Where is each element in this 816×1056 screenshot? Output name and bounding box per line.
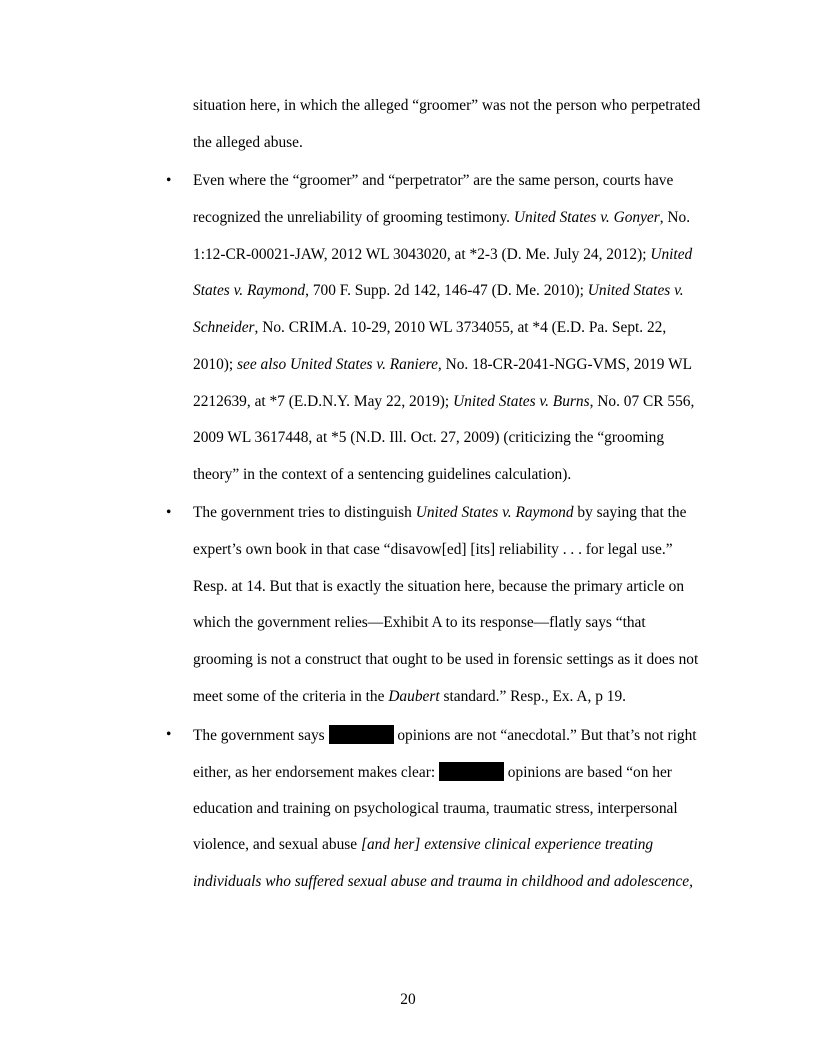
bullet-line bbox=[193, 318, 666, 338]
bullet-line bbox=[193, 725, 697, 746]
text-span: opinions are based “on her bbox=[503, 764, 672, 781]
text-span: which the government relies—Exhibit A to its response—flatly says “that bbox=[193, 614, 646, 631]
bullet-line bbox=[193, 245, 692, 265]
bullet-line bbox=[193, 799, 678, 819]
bullet-point: • bbox=[166, 726, 172, 743]
case-citation: United States v. bbox=[587, 282, 684, 299]
page-number: 20 bbox=[400, 991, 416, 1008]
case-citation: Schneider bbox=[193, 319, 255, 336]
text-span: Resp. at 14. But that is exactly the situation here, because the primary article on bbox=[193, 578, 685, 595]
text-span: situation here, in which the alleged “groomer” was not the person who perpetrated bbox=[193, 97, 701, 114]
bullet-point: • bbox=[166, 504, 172, 521]
text-span: opinions are not “anecdotal.” But that’s not right bbox=[393, 727, 697, 744]
text-span: standard.” Resp., Ex. A, p 19. bbox=[439, 688, 626, 705]
case-citation: United States v. Raymond bbox=[415, 504, 574, 521]
bullet-line bbox=[193, 540, 673, 560]
text-span: either, as her endorsement makes clear: bbox=[193, 764, 439, 781]
bullet-line bbox=[193, 835, 653, 855]
bullet-line bbox=[193, 762, 672, 783]
redaction-block bbox=[439, 762, 504, 781]
bullet-line bbox=[193, 208, 690, 228]
text-span: , No. 18-CR-2041-NGG-VMS, 2019 WL bbox=[437, 356, 693, 373]
case-citation: Daubert bbox=[388, 688, 440, 705]
text-span: by saying that the bbox=[573, 504, 687, 521]
quoted-italic-text: individuals who suffered sexual abuse and trauma in childhood and adolescence, bbox=[193, 873, 693, 890]
text-span: , No. bbox=[659, 209, 691, 226]
bullet-line bbox=[193, 872, 693, 892]
text-span: , No. CRIM.A. 10-29, 2010 WL 3734055, at *4 (E.D. Pa. Sept. 22, bbox=[254, 319, 667, 336]
bullet-point: • bbox=[166, 172, 172, 189]
case-citation: States v. Raymond bbox=[193, 282, 306, 299]
text-span: 2009 WL 3617448, at *5 (N.D. Ill. Oct. 27, 2009) (criticizing the “grooming bbox=[193, 429, 665, 446]
text-span: , 700 F. Supp. 2d 142, 146-47 (D. Me. 2010); bbox=[305, 282, 588, 299]
text-span: 2212639, at *7 (E.D.N.Y. May 22, 2019); bbox=[193, 393, 454, 410]
text-span: the alleged abuse. bbox=[193, 134, 303, 151]
text-span: education and training on psychological trauma, traumatic stress, interpersonal bbox=[193, 800, 678, 817]
case-citation: United States v. Gonyer bbox=[513, 209, 660, 226]
bullet-line bbox=[193, 613, 646, 633]
bullet-line bbox=[193, 687, 626, 707]
case-citation: United States v. Burns bbox=[453, 393, 590, 410]
text-span: expert’s own book in that case “disavow[ed] [its] reliability . . . for legal use.” bbox=[193, 541, 673, 558]
text-span: , No. 07 CR 556, bbox=[589, 393, 695, 410]
bullet-line bbox=[193, 465, 571, 485]
bullet-line bbox=[193, 281, 684, 301]
text-span: 2010); bbox=[193, 356, 238, 373]
bullet-line bbox=[193, 428, 664, 448]
text-span: recognized the unreliability of grooming testimony. bbox=[193, 209, 514, 226]
quoted-italic-text: [and her] extensive clinical experience treating bbox=[360, 836, 654, 853]
text-span: The government tries to distinguish bbox=[193, 504, 416, 521]
bullet-line bbox=[193, 171, 673, 191]
paragraph-line bbox=[193, 96, 700, 116]
text-span: Even where the “groomer” and “perpetrator” are the same person, courts have bbox=[193, 172, 674, 189]
text-span: grooming is not a construct that ought to be used in forensic settings as it does not bbox=[193, 651, 699, 668]
text-span: 1:12-CR-00021-JAW, 2012 WL 3043020, at *2-3 (D. Me. July 24, 2012); bbox=[193, 246, 651, 263]
case-citation: United bbox=[650, 246, 693, 263]
text-span: The government says bbox=[193, 727, 329, 744]
text-span: theory” in the context of a sentencing guidelines calculation). bbox=[193, 466, 572, 483]
bullet-line bbox=[193, 392, 694, 412]
bullet-line bbox=[193, 355, 692, 375]
paragraph-line bbox=[193, 133, 303, 153]
redaction-block bbox=[329, 725, 394, 744]
text-span: violence, and sexual abuse bbox=[193, 836, 361, 853]
bullet-line bbox=[193, 650, 698, 670]
text-span: meet some of the criteria in the bbox=[193, 688, 389, 705]
bullet-line bbox=[193, 577, 684, 597]
bullet-line bbox=[193, 503, 686, 523]
case-citation: see also United States v. Raniere bbox=[237, 356, 438, 373]
